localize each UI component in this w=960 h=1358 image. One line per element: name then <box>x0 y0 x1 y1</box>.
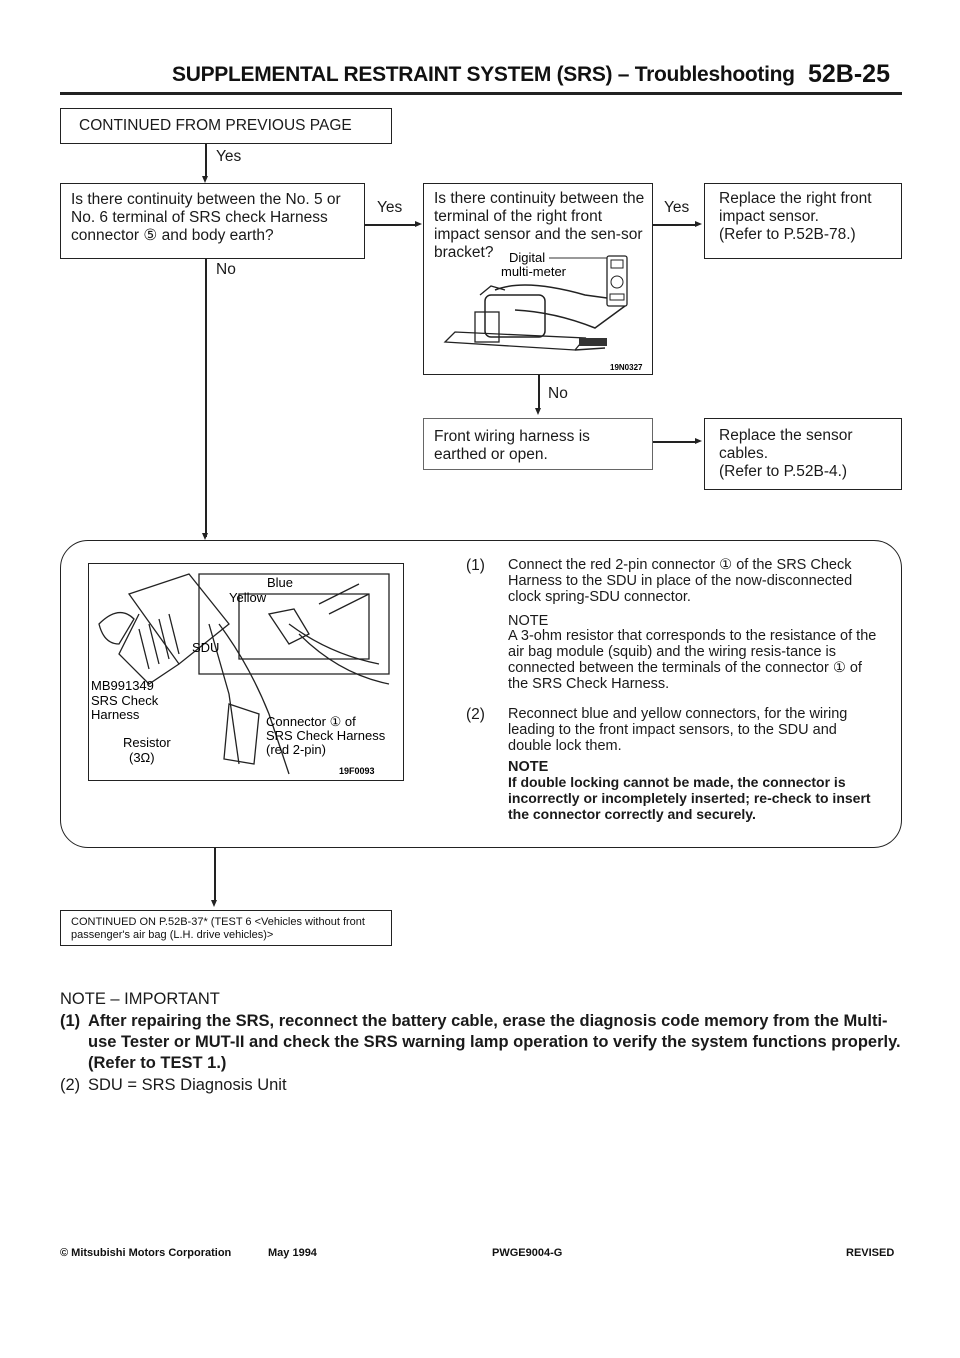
notes-item-1-number: (1) <box>60 1012 81 1030</box>
step-1-text: Connect the red 2-pin connector ① of the SRS Check Harness to the SDU in place of the now-disconnected clock spring-SDU connector. <box>508 557 853 605</box>
question-box-1 <box>60 183 365 259</box>
footer-copyright: © Mitsubishi Motors Corporation <box>60 1247 232 1259</box>
connector-line <box>365 224 417 226</box>
note-2-title: NOTE <box>508 759 549 775</box>
arrow-icon <box>211 900 217 907</box>
figure-label-part: MB991349 <box>91 678 154 693</box>
result-line: Replace the sensor <box>719 427 853 444</box>
notes-item-2-number: (2) <box>60 1076 81 1094</box>
arrow-icon <box>202 533 208 540</box>
step-2-number: (2) <box>466 706 485 723</box>
question-2-text: Is there continuity between the terminal of the right front impact sensor and the sen-sor bracket? <box>434 190 645 261</box>
result-line: Replace the right front <box>719 190 872 207</box>
arrow-icon <box>535 408 541 415</box>
arrow-icon <box>695 438 702 444</box>
note-2-text: If double locking cannot be made, the connector is incorrectly or incompletely inserted; re-check to insert the connector correctly and securely. <box>508 774 871 822</box>
question-1-text: Is there continuity between the No. 5 or No. 6 terminal of SRS check Harness connector ⑤ and body earth? <box>71 191 341 244</box>
result-line: (Refer to P.52B-4.) <box>719 463 848 480</box>
figure-label-conn-3: (red 2-pin) <box>266 742 326 757</box>
yes-label: Yes <box>664 199 690 216</box>
figure-code-sdu: 19F0093 <box>339 766 375 776</box>
figure-label-yellow: Yellow <box>229 590 267 605</box>
footer-status: REVISED <box>846 1247 895 1259</box>
figure-code-meter: 19N0327 <box>610 363 643 372</box>
arrow-icon <box>695 221 702 227</box>
header-rule <box>60 92 902 95</box>
connector-line <box>205 259 207 537</box>
figure-label-conn-1: Connector ① of <box>266 714 356 729</box>
result-box-replace-cables <box>704 418 902 490</box>
figure-label-multimeter: multi-meter <box>501 264 567 279</box>
arrow-icon <box>202 176 208 183</box>
footer-code: PWGE9004-G <box>492 1247 563 1259</box>
step-1-number: (1) <box>466 557 485 574</box>
multimeter-figure <box>425 250 651 373</box>
page-number: 52B-25 <box>808 60 890 88</box>
notes-title: NOTE – IMPORTANT <box>60 990 220 1008</box>
notes-item-1-text: After repairing the SRS, reconnect the battery cable, erase the diagnosis code memory from the Multi-use Tester or MUT-II and check the SRS warning lamp operation to verify the system functions properly. (Refer to TEST 1.) <box>88 1012 901 1072</box>
connector-line <box>205 144 207 176</box>
notes-item-2-text: SDU = SRS Diagnosis Unit <box>88 1076 287 1094</box>
no-label: No <box>216 261 236 278</box>
result-line: impact sensor. <box>719 208 819 225</box>
result-line: cables. <box>719 445 769 462</box>
yes-label: Yes <box>216 148 242 165</box>
result-line: (Refer to P.52B-78.) <box>719 226 856 243</box>
note-1-title: NOTE <box>508 613 549 629</box>
yes-label: Yes <box>377 199 403 216</box>
fault-line: Front wiring harness is <box>434 428 590 445</box>
figure-label-digital: Digital <box>509 250 546 265</box>
step-2-text: Reconnect blue and yellow connectors, for the wiring leading to the front impact sensors, to the SDU and double lock them. <box>508 706 848 754</box>
connector-line <box>538 375 540 409</box>
figure-label-conn-2: SRS Check Harness <box>266 728 386 743</box>
fault-box-harness <box>423 418 653 470</box>
continued-from-box <box>60 108 392 144</box>
connector-line <box>653 441 696 443</box>
continued-on-line: passenger's air bag (L.H. drive vehicles)> <box>71 929 274 941</box>
continued-on-box <box>60 910 392 946</box>
fault-line: earthed or open. <box>434 446 548 463</box>
page-title: SUPPLEMENTAL RESTRAINT SYSTEM (SRS) – Troubleshooting <box>172 63 795 86</box>
connector-line <box>653 224 696 226</box>
figure-label-harness-2: Harness <box>91 707 140 722</box>
sdu-figure <box>89 564 403 780</box>
continued-on-line: CONTINUED ON P.52B-37* (TEST 6 <Vehicles without front <box>71 916 365 928</box>
figure-label-sdu: SDU <box>192 640 220 655</box>
figure-label-ohm: (3Ω) <box>129 750 155 765</box>
note-1-text: A 3-ohm resistor that corresponds to the resistance of the air bag module (squib) and the wiring resis-tance is connected between the terminals of the connector ① of the SRS Check Harness. <box>508 628 877 692</box>
connector-line <box>214 848 216 902</box>
continued-from-label: CONTINUED FROM PREVIOUS PAGE <box>79 117 352 134</box>
arrow-icon <box>415 221 422 227</box>
result-box-replace-sensor <box>704 183 902 259</box>
figure-label-resistor: Resistor <box>123 735 171 750</box>
figure-label-harness-1: SRS Check <box>91 693 159 708</box>
figure-label-blue: Blue <box>267 575 294 590</box>
no-label: No <box>548 385 568 402</box>
footer-date: May 1994 <box>268 1247 317 1259</box>
